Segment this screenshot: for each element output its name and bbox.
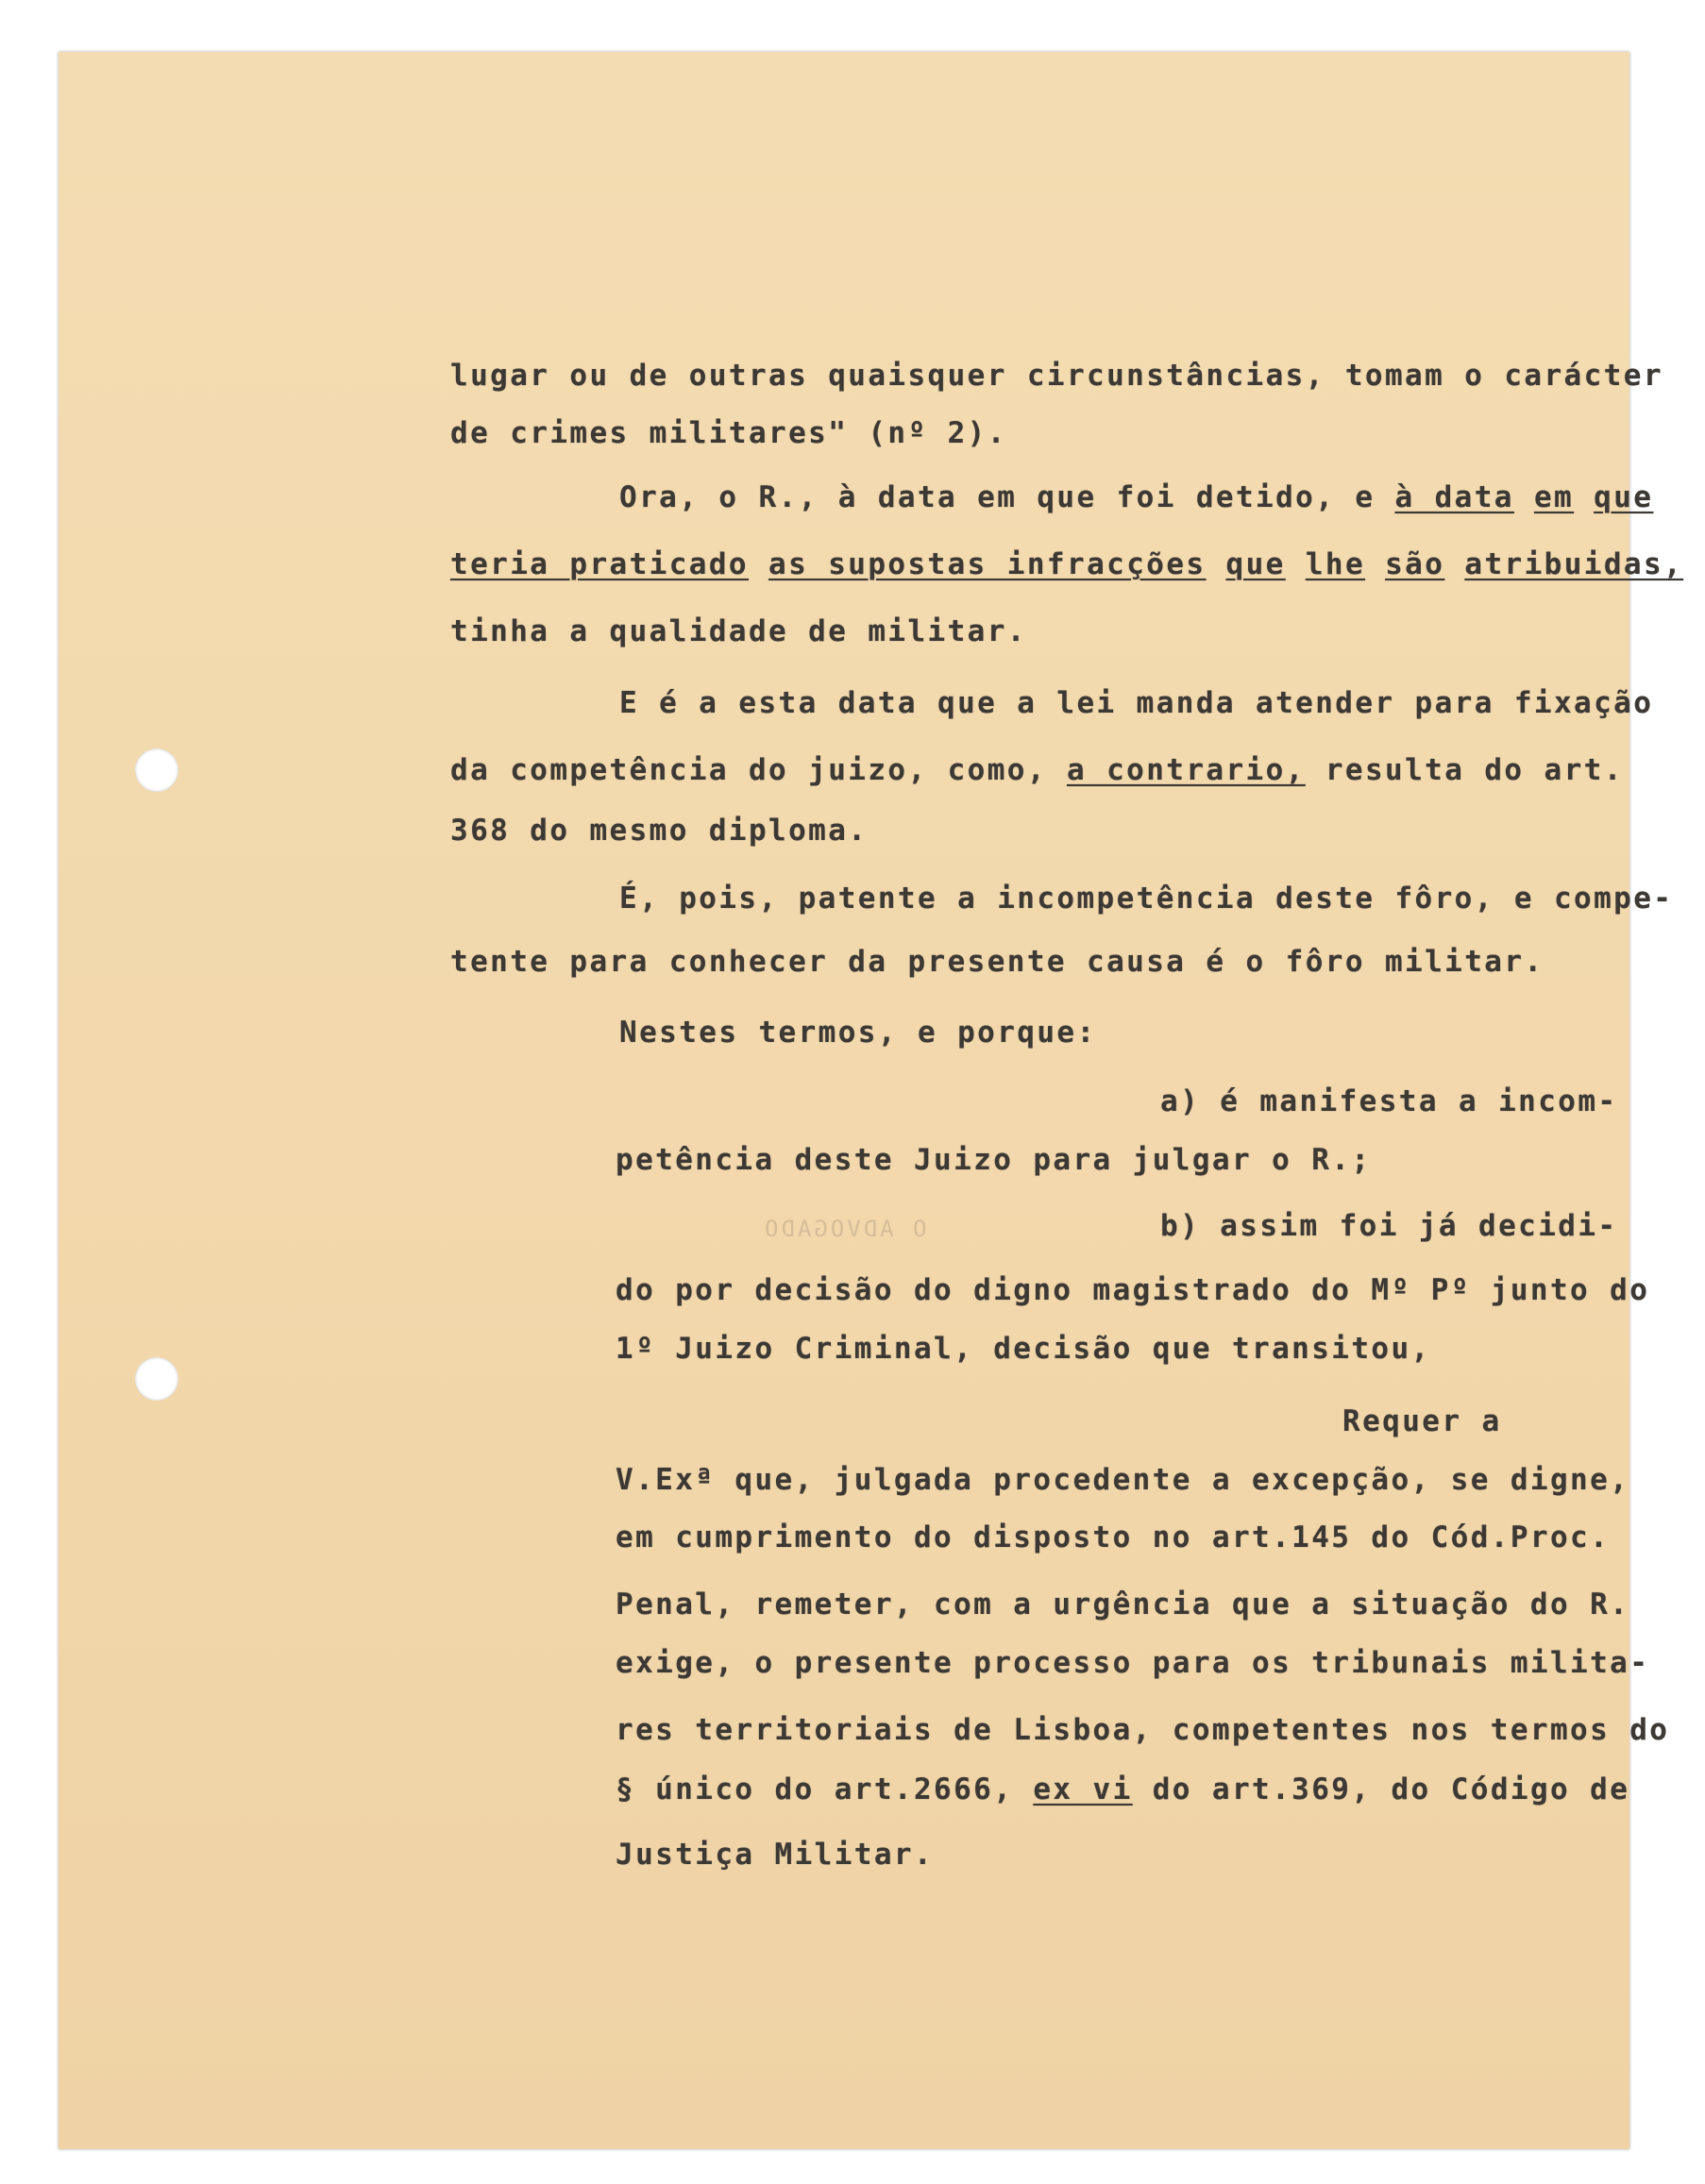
show-through-text: O ADVOGADO — [762, 1216, 927, 1242]
text-line: V.Exª que, julgada procedente a excepção, se digne, — [616, 1463, 1630, 1497]
text-line: Justiça Militar. — [616, 1838, 935, 1872]
text-line: de crimes militares" (nº 2). — [450, 416, 1007, 450]
text-line: res territoriais de Lisboa, competentes nos termos do — [616, 1713, 1670, 1747]
text-line: Penal, remeter, com a urgência que a situação do R. — [616, 1588, 1630, 1621]
text-line: exige, o presente processo para os tribunais milita- — [616, 1646, 1650, 1680]
punch-hole-top — [135, 748, 178, 792]
text-line: 1º Juizo Criminal, decisão que transitou, — [616, 1332, 1431, 1366]
document-page — [59, 52, 1684, 2149]
text-line: § único do art.2666, ex vi do art.369, do Código de — [616, 1772, 1630, 1806]
punch-hole-bottom — [135, 1357, 178, 1401]
text-line: Nestes termos, e porque: — [619, 1016, 1097, 1050]
text-line: É, pois, patente a incompetência deste fôro, e compe- — [619, 882, 1674, 916]
text-line: tente para conhecer da presente causa é o fôro militar. — [450, 945, 1545, 979]
text-line: E é a esta data que a lei manda atender para fixação — [619, 686, 1654, 720]
text-line: teria praticado as supostas infracções que lhe são atribuidas, — [450, 547, 1684, 581]
text-line: lugar ou de outras quaisquer circunstâncias, tomam o carácter — [450, 359, 1663, 393]
text-line: a) é manifesta a incom- — [1160, 1084, 1618, 1118]
text-line: do por decisão do digno magistrado do Mº Pº junto do — [616, 1273, 1650, 1307]
text-line: 368 do mesmo diploma. — [450, 814, 869, 848]
text-line: b) assim foi já decidi- — [1160, 1209, 1618, 1243]
text-line: petência deste Juizo para julgar o R.; — [616, 1143, 1372, 1177]
text-line: Ora, o R., à data em que foi detido, e à data em que — [619, 480, 1654, 514]
text-line: em cumprimento do disposto no art.145 do Cód.Proc. — [616, 1520, 1611, 1554]
text-line: Requer a — [1342, 1404, 1502, 1438]
text-line: da competência do juizo, como, a contrario, resulta do art. — [450, 753, 1624, 787]
text-line: tinha a qualidade de militar. — [450, 614, 1027, 648]
